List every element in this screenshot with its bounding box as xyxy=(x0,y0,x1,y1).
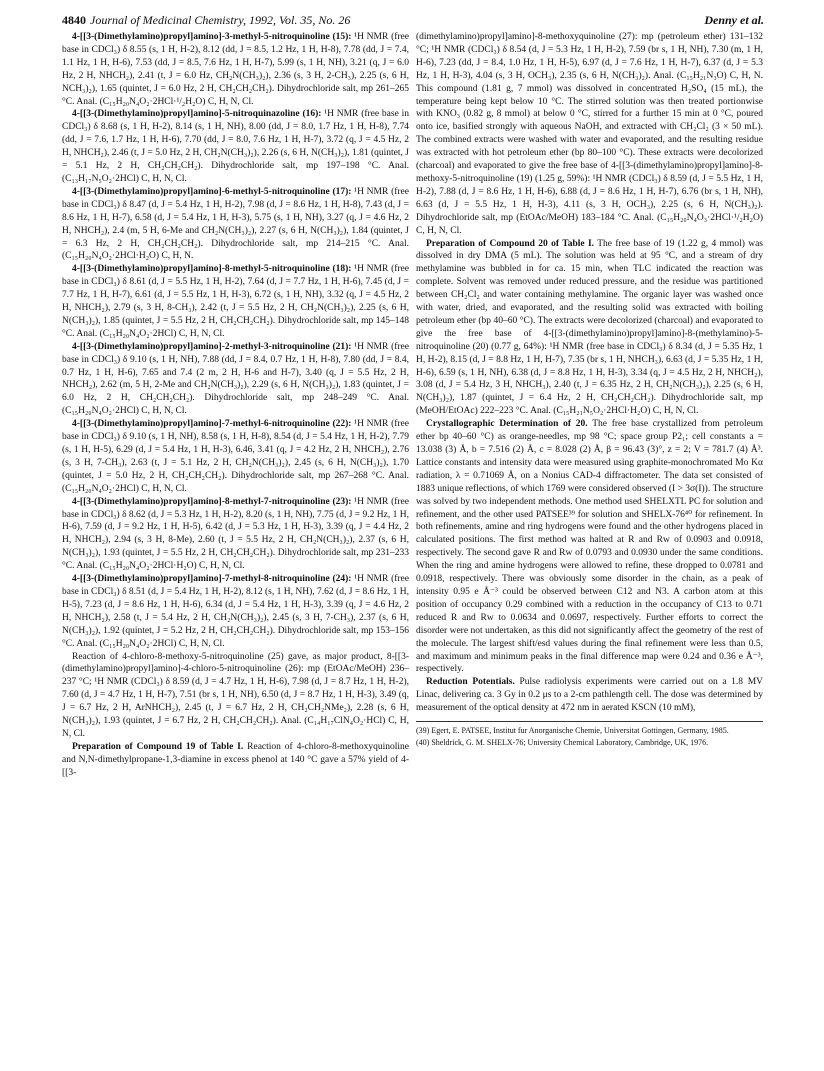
running-authors: Denny et al. xyxy=(704,13,764,27)
paragraph-heading: Crystallographic Determination of 20. xyxy=(426,419,588,430)
paragraph-heading: 4-[[3-(Dimethylamino)propyl]amino]-6-methyl-5-nitroquinoline (17): xyxy=(72,186,352,197)
journal-citation: Journal of Medicinal Chemistry, 1992, Vol. 35, No. 26 xyxy=(90,13,351,27)
page-number: 4840 xyxy=(62,13,86,27)
paragraph-heading: 4-[[3-(Dimethylamino)propyl]amino]-7-methyl-6-nitroquinoline (22): xyxy=(72,419,352,430)
paragraph-compound-23 xyxy=(62,496,409,573)
paragraph-body: ¹H NMR (free base in CDCl₃) δ 8.68 (s, 1 H, H-2), 8.14 (s, 1 H, NH), 8.00 (dd, J = 8.0, 1.7 Hz, 1 H, H-8), 7.74 (dd, J = 7.6, 1.7 Hz, 1 H, H-6), 7.70 (dd, J = 8.0, 7.6 Hz, 1 H, H-7), 3.72 (q, J = 4.5 Hz, 2 H, NHCH₂), 2.46 (t, J = 5.0 Hz, 2 H, CH₂N(CH₃)₂), 2.26 (s, 6 H, N(CH₃)₂), 1.81 (quintet, J = 5.1 Hz, 2 H, CH₂CH₂CH₂). Dihydrochloride salt, mp 197–198 °C. Anal. (C₁₃H₁₇N₅O₂·2HCl) C, H, N, Cl. xyxy=(62,109,409,184)
paragraph-body: The free base of 19 (1.22 g, 4 mmol) was dissolved in dry DMA (5 mL). The solution was held at 95 °C, and a stream of dry methylamine was bubbled in for ca. 15 min, when TLC indicated the reaction was complete. Solvent was removed under reduced pressure, and the residue was partitioned between CH₂Cl₂ and water containing methylamine. The organic layer was washed once with water, dried, and evaporated, and the resulting solid was extracted with boiling petroleum ether (bp 40–60 °C). The extracts were decolorized (charcoal) and evaporated to give the free base of 4-[[3-(dimethylamino)propyl]amino]-8-(methylamino)-5-nitroquinoline (20) (0.77 g, 64%): ¹H NMR (free base in CDCl₃) δ 8.34 (d, J = 5.35 Hz, 1 H, H-2), 8.15 (d, J = 8.8 Hz, 1 H, H-7), 7.35 (br s, 1 H, NHCH₃), 6.63 (d, J = 5.35 Hz, 1 H, H-6), 6.59 (s, 1 H, NH), 6.38 (d, J = 8.8 Hz, 1 H, H-3), 3.34 (q, J = 4.5 Hz, 2 H, NHCH₂), 3.08 (d, J = 5.4 Hz, 3 H, NHCH₃), 2.40 (t, J = 6.35 Hz, 2 H, CH₂N(CH₃)₂), 2.25 (s, 6 H, N(CH₃)₂), 1.87 (quintet, J = 6.4 Hz, 2 H, CH₂CH₂CH₂). Dihydrochloride salt, mp (MeOH/EtOAc) 222–223 °C. Anal. (C₁₅H₂₁N₅O₂·2HCl·H₂O) C, H, N, Cl. xyxy=(416,238,764,417)
right-column xyxy=(416,31,763,749)
paragraph-compound-22 xyxy=(62,418,409,495)
paragraph-heading: 4-[[3-(Dimethylamino)propyl]amino]-8-methyl-7-nitroquinoline (23): xyxy=(72,496,352,507)
footnote-40: (40) Sheldrick, G. M. SHELX-76; University Chemical Laboratory, Cambridge, UK, 1976. xyxy=(416,737,709,747)
paragraph-body: Reaction of 4-chloro-8-methoxyquinoline and N,N-dimethylpropane-1,3-diamine in excess phenol at 140 °C gave a 57% yield of 4-[[3- xyxy=(62,741,409,778)
paragraph-preparation-20 xyxy=(416,238,763,419)
paragraph-preparation-19 xyxy=(62,741,409,780)
paragraph-body: The free base crystallized from petroleum ether bp 40–60 °C) as orange-needles, mp 98 °C; space group P2₁; cell constants a = 13.038 (3) Å, b = 7.516 (2) Å, c = 8.028 (2) Å, β = 96.43 (3)°, z = 2; V = 781.7 (4) Å³. Lattice constants and intensity data were measured using graphite-monochromated Mo Kα radiation, λ = 0.71069 Å, on a Nonius CAD-4 diffractometer. The data set consisted of 1883 unique reflections, of which 1769 were considered observed (I > 3σ(I)). The structure was solved by two independent methods. One method used SHELXTL PC for solution and refinement, and the other used PATSEE³⁹ for solution and SHELX-76⁴⁰ for refinement. In both refinements, amine and ring hydrogens were found and the other hydrogens placed in calculated positions. The first method was halted at R and Rw of 0.0903 and 0.0918, respectively. The second gave R and Rw of 0.0793 and 0.0930 under the same conditions. When the ring and amine hydrogens were allowed to refine, these dropped to 0.0781 and 0.0918, respectively. There was obviously some disorder in the chain, as a peak of intensity 0.95 e Å⁻³ could be observed between C12 and N3. A carbon atom at this position of occupancy 0.29 combined with a reduction in the occupancy of C13 to 0.71 reduced R and Rw to 0.0634 and 0.0697, respectively. Further efforts to correct the disorder were not undertaken, as this did not significantly affect the geometry of the rest of the molecule. The largest shift/esd values during the final refinement were less than 0.5, and maximum and minimum peaks in the final difference map were 0.24 and 0.36 e Å⁻³, respectively. xyxy=(416,419,763,675)
paragraph-compound-18 xyxy=(62,263,409,340)
paragraph-compound-16 xyxy=(62,108,409,185)
paragraph-compound-15 xyxy=(62,31,409,108)
paragraph-heading: 4-[[3-(Dimethylamino)propyl]amino]-3-methyl-5-nitroquinoline (15): xyxy=(72,32,352,42)
paragraph-body: ¹H NMR (free base in CDCl₃) δ 8.62 (d, J = 5.3 Hz, 1 H, H-2), 8.20 (s, 1 H, NH), 7.75 (d, J = 9.2 Hz, 1 H, H-6), 7.59 (d, J = 9.2 Hz, 1 H, H-5), 6.42 (d, J = 5.3 Hz, 1 H, H-3), 3.39 (q, J = 4.4 Hz, 2 H, NHCH₂), 2.94 (s, 3 H, 8-Me), 2.60 (t, J = 5.5 Hz, 2 H, CH₂N(CH₃)₂), 2.37 (s, 6 H, N(CH₃)₂), 1.93 (quintet, J = 5.5 Hz, 2 H, CH₂CH₂CH₂). Dihydrochloride salt, mp 231–233 °C. Anal. (C₁₅H₂₀N₄O₂·2HCl·H₂O) C, H, N, Cl. xyxy=(62,496,409,572)
paragraph-heading: Preparation of Compound 20 of Table I. xyxy=(426,238,595,249)
left-column xyxy=(62,31,409,780)
paragraph-compound-26 xyxy=(62,651,409,741)
paragraph-heading: 4-[[3-(Dimethylamino)propyl]amino]-7-methyl-8-nitroquinoline (24): xyxy=(72,574,352,585)
footnotes xyxy=(416,721,763,748)
paragraph-heading: Reduction Potentials. xyxy=(426,677,515,688)
paragraph-body: ¹H NMR (free base in CDCl₃) δ 9.10 (s, 1 H, NH), 8.58 (s, 1 H, H-8), 8.54 (d, J = 5.4 Hz, 1 H, H-2), 7.79 (s, 1 H, H-5), 6.29 (d, J = 5.4 Hz, 1 H, H-3), 6.46, 3.41 (q, J = 4.2 Hz, 2 H, NHCH₂), 2.76 (s, 3 H, 7-CH₃), 2.63 (t, J = 5.1 Hz, 2 H, CH₂N(CH₃)₂), 2.45 (s, 6 H, N(CH₃)₂), 1.70 (quintet, J = 5.0 Hz, 2 H, CH₂CH₂CH₂). Dihydrochloride salt, mp 267–268 °C. Anal. (C₁₅H₂₀N₄O₂·2HCl) C, H, N, Cl. xyxy=(62,419,409,494)
paragraph-heading: 4-[[3-(Dimethylamino)propyl]amino]-8-methyl-5-nitroquinoline (18): xyxy=(72,264,352,275)
paragraph-compound-21 xyxy=(62,341,409,418)
paragraph-compound-17 xyxy=(62,186,409,263)
paragraph-heading: 4-[[3-(Dimethylamino)propyl]amino]-5-nitroquinazoline (16): xyxy=(72,109,322,120)
footnote-39: (39) Egert, E. PATSEE, Institut fur Anorganische Chemie, Universitat Gottingen, Germany, 1985. xyxy=(416,726,729,736)
paragraph-body: Reaction of 4-chloro-8-methoxy-5-nitroquinoline (25) gave, as major product, 8-[[3-(dimethylamino)propyl]amino]-4-chloro-5-nitroquinoline (26): mp (EtOAc/MeOH) 236–237 °C; ¹H NMR (CDCl₃) δ 8.59 (d, J = 4.7 Hz, 1 H, H-6), 7.98 (d, J = 8.7 Hz, 1 H, H-2), 7.60 (d, J = 4.7 Hz, 1 H, H-7), 7.51 (br s, 1 H, NH), 6.50 (d, J = 8.7 Hz, 1 H, H-3), 3.49 (q, J = 6.7 Hz, 2 H, ArNHCH₂), 2.45 (t, J = 6.7 Hz, 2 H, CH₂CH₂NMe₂), 2.28 (s, 6 H, N(CH₃)₂), 1.93 (quintet, J = 6.7 Hz, 2 H, CH₂CH₂CH₂). Anal. (C₁₄H₁₇ClN₄O₂·HCl) C, H, N, Cl. xyxy=(62,651,409,739)
paragraph-heading: 4-[[3-(Dimethylamino)propyl]amino]-2-methyl-3-nitroquinoline (21): xyxy=(72,341,352,352)
paragraph-body: ¹H NMR (free base in CDCl₃) δ 8.51 (d, J = 5.4 Hz, 1 H, H-2), 8.12 (s, 1 H, NH), 7.62 (d, J = 8.6 Hz, 1 H, H-5), 7.23 (d, J = 8.6 Hz, 1 H, H-6), 6.34 (d, J = 5.4 Hz, 1 H, H-3), 3.39 (q, J = 4.6 Hz, 2 H, NHCH₂), 2.58 (t, J = 5.4 Hz, 2 H, CH₂N(CH₃)₂), 2.45 (s, 3 H, 7-CH₃), 2.37 (s, 6 H, N(CH₃)₂), 1.92 (quintet, J = 5.2 Hz, 2 H, CH₂CH₂CH₂). Dihydrochloride salt, mp 153–156 °C. Anal. (C₁₅H₂₀N₄O₂·2HCl) C, H, N, Cl. xyxy=(62,574,409,649)
paragraph-body: Pulse radiolysis experiments were carried out on a 1.8 MV Linac, delivering ca. 3 Gy in 0.2 μs to a 2-cm pathlength cell. The dose was determined by measurement of the optical density at 472 nm in aerated KSCN (10 mM), xyxy=(416,677,763,714)
paragraph-body: ¹H NMR (free base in CDCl₃) δ 9.10 (s, 1 H, NH), 7.88 (dd, J = 8.4, 0.7 Hz, 1 H, H-8), 7.80 (dd, J = 8.4, 0.7 Hz, 1 H, H-6), 7.65 and 7.4 (2 m, 2 H, H-6 and H-7), 3.40 (q, J = 5.5 Hz, 2 H, NHCH₂), 2.62 (m, 5 H, 2-Me and CH₂N(CH₃)₂), 2.29 (s, 6 H, N(CH₃)₂), 1.83 (quintet, J = 6.0 Hz, 2 H, CH₂CH₂CH₂). Dihydrochloride salt, mp 248–249 °C. Anal. (C₁₅H₂₀N₄O₂·2HCl) C, H, N, Cl. xyxy=(62,341,409,417)
paragraph-body: (dimethylamino)propyl]amino]-8-methoxyquinoline (27): mp (petroleum ether) 131–132 °C; ¹H NMR (CDCl₃) δ 8.54 (d, J = 5.3 Hz, 1 H, H-2), 7.59 (br s, 1 H, NH), 7.30 (m, 1 H, H-6), 7.23 (dd, J = 8.4, 1.0 Hz, 1 H, H-5), 6.97 (d, J = 7.6 Hz, 1 H, H-7), 6.37 (d, J = 5.3 Hz, 1 H, H-3), 4.04 (s, 3 H, OCH₃), 2.35 (s, 6 H, N(CH₃)₂). Anal. (C₁₅H₂₁N₃O) C, H, N. This compound (1.81 g, 7 mmol) was dissolved in concentrated H₂SO₄ (15 mL), the temperature being kept below 10 °C. The stirred solution was then treated portionwise with KNO₃ (0.82 g, 8 mmol) at below 0 °C, stirred for a further 15 min at 0 °C, poured onto ice, basified strongly with aqueous NaOH, and extracted with CH₂Cl₂ (3 × 50 mL). The combined extracts were washed with water and evaporated, and the resulting residue was extracted with hot petroleum ether (bp 80–100 °C). These extracts were decolorized (charcoal) and evaporated to give the free base of 4-[[3-(dimethylamino)propyl]amino]-8-methoxy-5-nitroquinoline (19) (1.25 g, 59%): ¹H NMR (CDCl₃) δ 8.59 (d, J = 5.5 Hz, 1 H, H-2), 7.88 (d, J = 8.6 Hz, 1 H, H-6), 6.88 (d, J = 8.6 Hz, 1 H, H-7), 6.76 (br s, 1 H, NH), 6.63 (d, J = 5.5 Hz, 1 H, H-3), 4.11 (s, 3 H, OCH₃), 2.25 (s, 6 H, N(CH₃)₂). Dihydrochloride salt, mp (EtOAc/MeOH) 183–184 °C. Anal. (C₁₅H₂₀N₄O₃·2HCl·¹/₂H₂O) C, H, N, Cl. xyxy=(416,32,763,236)
paragraph-body: ¹H NMR (free base in CDCl₃) δ 8.55 (s, 1 H, H-2), 8.12 (dd, J = 8.5, 1.2 Hz, 1 H, H-8), 7.78 (dd, J = 7.4, 1.1 Hz, 1 H, H-6), 7.53 (dd, J = 8.5, 7.6 Hz, 1 H, H-7), 5.99 (s, 1 H, NH), 3.21 (q, J = 6.0 Hz, 2 H, NHCH₂), 2.41 (t, J = 6.0 Hz, CH₂N(CH₃)₂), 2.36 (s, 3 H, 2-CH₃), 2.25 (s, 6 H, NCH₃)₂), 1.65 (quintet, J = 6.0 Hz, 2 H, CH₂CH₂CH₂). Dihydrochloride salt, mp 261–265 °C. Anal. (C₁₅H₂₀N₄O₂·2HCl·¹/₂H₂O) C, H, N, Cl. xyxy=(62,32,409,107)
paragraph-heading: Preparation of Compound 19 of Table I. xyxy=(72,741,244,752)
running-header xyxy=(62,12,764,28)
paragraph-body: ¹H NMR (free base in CDCl₃) δ 8.47 (d, J = 5.4 Hz, 1 H, H-2), 7.98 (d, J = 8.6 Hz, 1 H, H-8), 7.43 (d, J = 8.6 Hz, 1 H, H-7), 6.58 (d, J = 5.4 Hz, 1 H, H-3), 5.75 (s, 1 H, NH), 3.27 (q, J = 4.6 Hz, 2 H, NHCH₂), 2.4 (m, 5 H, 6-Me and CH₂N(CH₃)₂), 2.27 (s, 6 H, N(CH₃)₂), 1.84 (quintet, J = 6.3 Hz, 2 H, CH₂CH₂CH₂). Dihydrochloride salt, mp 214–215 °C. Anal. (C₁₅H₂₀N₄O₂·2HCl·H₂O) C, H, N. xyxy=(62,186,409,262)
paragraph-compound-24 xyxy=(62,573,409,650)
paragraph-compound-27-continued xyxy=(416,31,763,238)
paragraph-crystallography xyxy=(416,418,763,676)
paragraph-body: ¹H NMR (free base in CDCl₃) δ 8.61 (d, J = 5.5 Hz, 1 H, H-2), 7.64 (d, J = 7.7 Hz, 1 H, H-6), 7.45 (d, J = 7.7 Hz, 1 H, H-7), 6.61 (d, J = 5.5 Hz, 1 H, H-3), 6.72 (s, 1 H, NH), 3.32 (q, J = 4.5 Hz, 2 H, NHCH₂), 2.79 (s, 3 H, 8-CH₃), 2.42 (t, J = 5.5 Hz, 2 H, CH₂N(CH₃)₂), 2.25 (s, 6 H, N(CH₃)₂), 1.85 (quintet, J = 5.5 Hz, 2 H, CH₂CH₂CH₂). Dihydrochloride salt, mp 145–148 °C. Anal. (C₁₅H₂₀N₄O₂·2HCl) C, H, N, Cl. xyxy=(62,264,409,339)
paragraph-reduction-potentials xyxy=(416,676,763,715)
